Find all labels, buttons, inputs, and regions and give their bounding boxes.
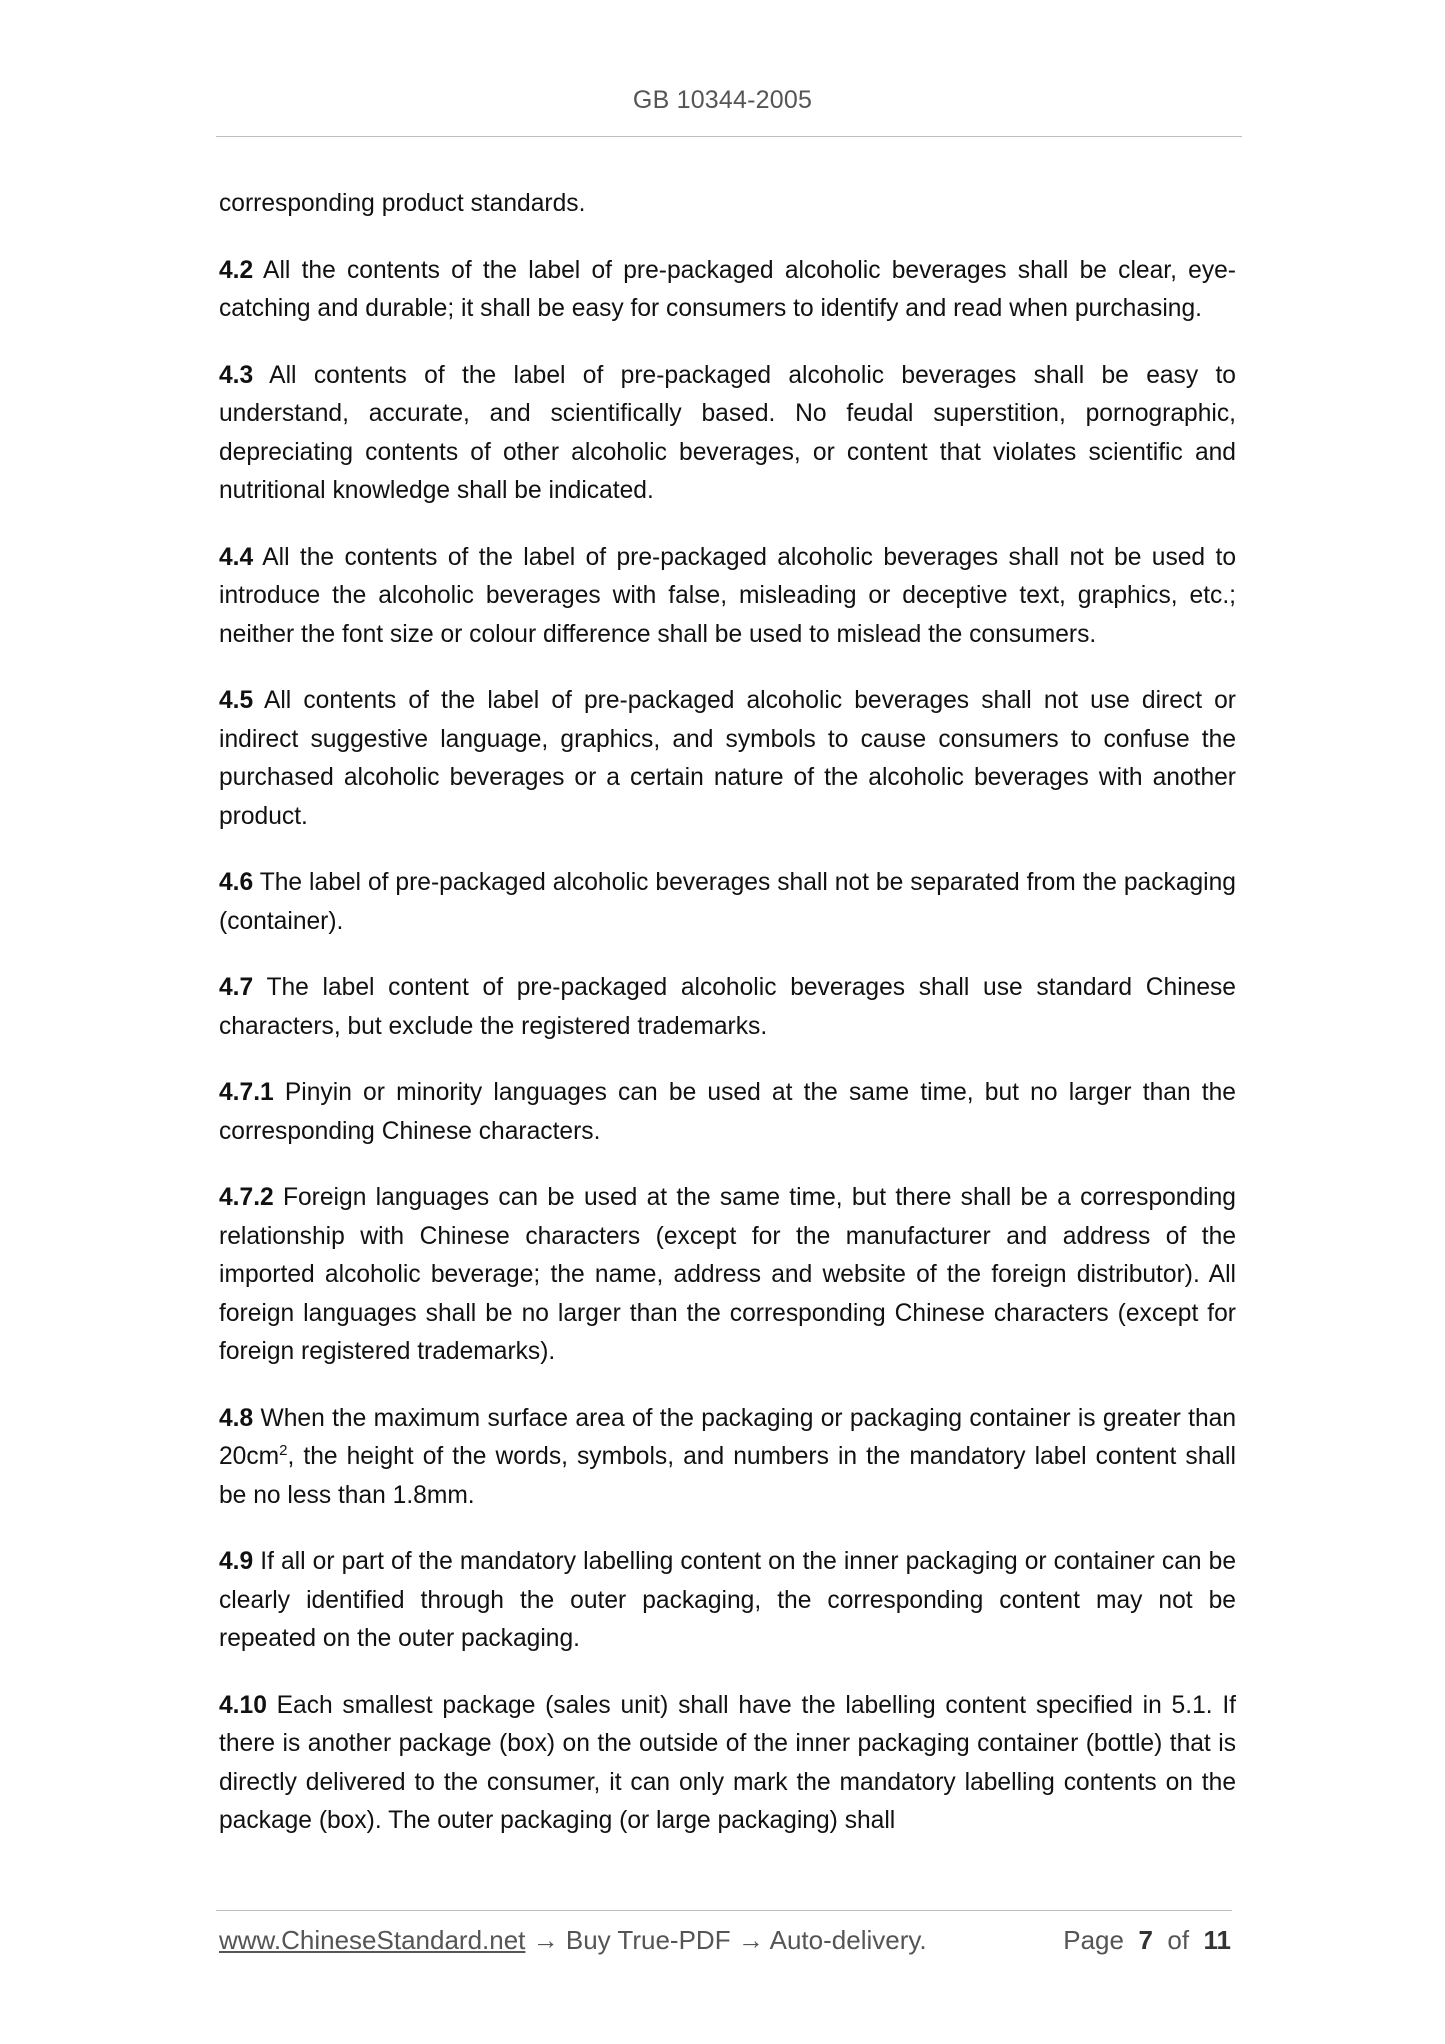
- clause-number: 4.5: [219, 687, 254, 714]
- clause-number: 4.9: [219, 1548, 254, 1575]
- page-indicator: [1063, 1925, 1231, 1956]
- document-header-title: GB 10344-2005: [632, 86, 813, 114]
- clause-text: The label content of pre-packaged alcoholic beverages shall use standard Chinese characters, but exclude the registered trademarks.: [219, 974, 1236, 1040]
- clause-4-5: [219, 682, 1236, 836]
- clause-text: All the contents of the label of pre-packaged alcoholic beverages shall not be used to introduce the alcoholic beverages with false, misleading or deceptive text, graphics, etc.; neither the font size or colour difference shall be used to mislead the consumers.: [219, 543, 1236, 648]
- current-page-number: 7: [1138, 1925, 1153, 1955]
- website-link[interactable]: www.ChineseStandard.net: [219, 1925, 526, 1955]
- clause-text: Foreign languages can be used at the same time, but there shall be a corresponding relationship with Chinese characters (except for the manufacturer and address of the imported alcoholic beverage; the name, address and website of the foreign distributor). All foreign languages shall be no larger than the corresponding Chinese characters (except for foreign registered trademarks).: [219, 1184, 1236, 1365]
- clause-number: 4.8: [219, 1404, 254, 1432]
- clause-number: 4.2: [219, 256, 254, 284]
- total-page-number: 11: [1203, 1925, 1231, 1955]
- clause-4-4: [219, 539, 1236, 655]
- clause-text: All contents of the label of pre-packaged alcoholic beverages shall be easy to understand, accurate, and scientifically based. No feudal superstition, pornographic, depreciating contents of other alcoholic beverages, or content that violates scientific and nutritional knowledge shall be indicated.: [219, 361, 1236, 504]
- clause-number: 4.4: [219, 543, 254, 571]
- clause-text: All the contents of the label of pre-packaged alcoholic beverages shall be clear, eye-catching and durable; it shall be easy for consumers to identify and read when purchasing.: [219, 256, 1236, 322]
- of-label: of: [1167, 1925, 1190, 1955]
- arrow-right-icon: →: [737, 1925, 764, 1955]
- footer-promo: [219, 1925, 927, 1956]
- clause-4-6: [219, 864, 1236, 941]
- page-footer: [219, 1925, 1231, 1965]
- clause-text: Each smallest package (sales unit) shall have the labelling content specified in 5.1. If there is another package (box) on the outside of the inner packaging container (bottle) that is directly delivered to the consumer, it can only mark the mandatory labelling contents on the package (box). The outer packaging (or large packaging) shall: [219, 1691, 1236, 1834]
- clause-4-2: [219, 252, 1236, 329]
- clause-4-10: [219, 1687, 1236, 1841]
- arrow-right-icon: →: [532, 1925, 559, 1955]
- superscript: 2: [279, 1441, 288, 1459]
- clause-text: If all or part of the mandatory labelling content on the inner packaging or container can be clearly identified through the outer packaging, the corresponding content may not be repeated on the outer packaging.: [219, 1548, 1236, 1652]
- clause-text: The label of pre-packaged alcoholic beverages shall not be separated from the packaging (container).: [219, 869, 1236, 935]
- page-label: Page: [1063, 1925, 1124, 1955]
- header-divider: [216, 136, 1242, 137]
- clause-4-7: [219, 969, 1236, 1046]
- clause-4-8: [219, 1400, 1236, 1516]
- auto-delivery-text: Auto-delivery.: [769, 1925, 927, 1955]
- footer-divider: [216, 1910, 1232, 1911]
- clause-number: 4.7.2: [219, 1184, 274, 1211]
- intro-paragraph: corresponding product standards.: [219, 190, 586, 217]
- clause-4-7-2: [219, 1179, 1236, 1372]
- clause-number: 4.7: [219, 974, 254, 1001]
- clause-number: 4.3: [219, 361, 254, 389]
- clause-text: Pinyin or minority languages can be used at the same time, but no larger than the corresponding Chinese characters.: [219, 1079, 1236, 1145]
- clause-4-7-1: [219, 1074, 1236, 1151]
- clause-number: 4.6: [219, 869, 254, 896]
- clause-text: When the maximum surface area of the packaging or packaging container is greater than 20cm: [219, 1404, 1236, 1470]
- buy-pdf-text: Buy True-PDF: [565, 1925, 731, 1955]
- clause-text: All contents of the label of pre-packaged alcoholic beverages shall not use direct or indirect suggestive language, graphics, and symbols to cause consumers to confuse the purchased alcoholic beverages or a certain nature of the alcoholic beverages with another product.: [219, 687, 1236, 830]
- clause-number: 4.10: [219, 1691, 267, 1719]
- clause-4-3: [219, 357, 1236, 511]
- clause-4-9: [219, 1543, 1236, 1659]
- clause-text-continued: , the height of the words, symbols, and numbers in the mandatory label content shall be no less than 1.8mm.: [219, 1443, 1236, 1509]
- document-body: [219, 185, 1236, 1869]
- clause-number: 4.7.1: [219, 1079, 274, 1106]
